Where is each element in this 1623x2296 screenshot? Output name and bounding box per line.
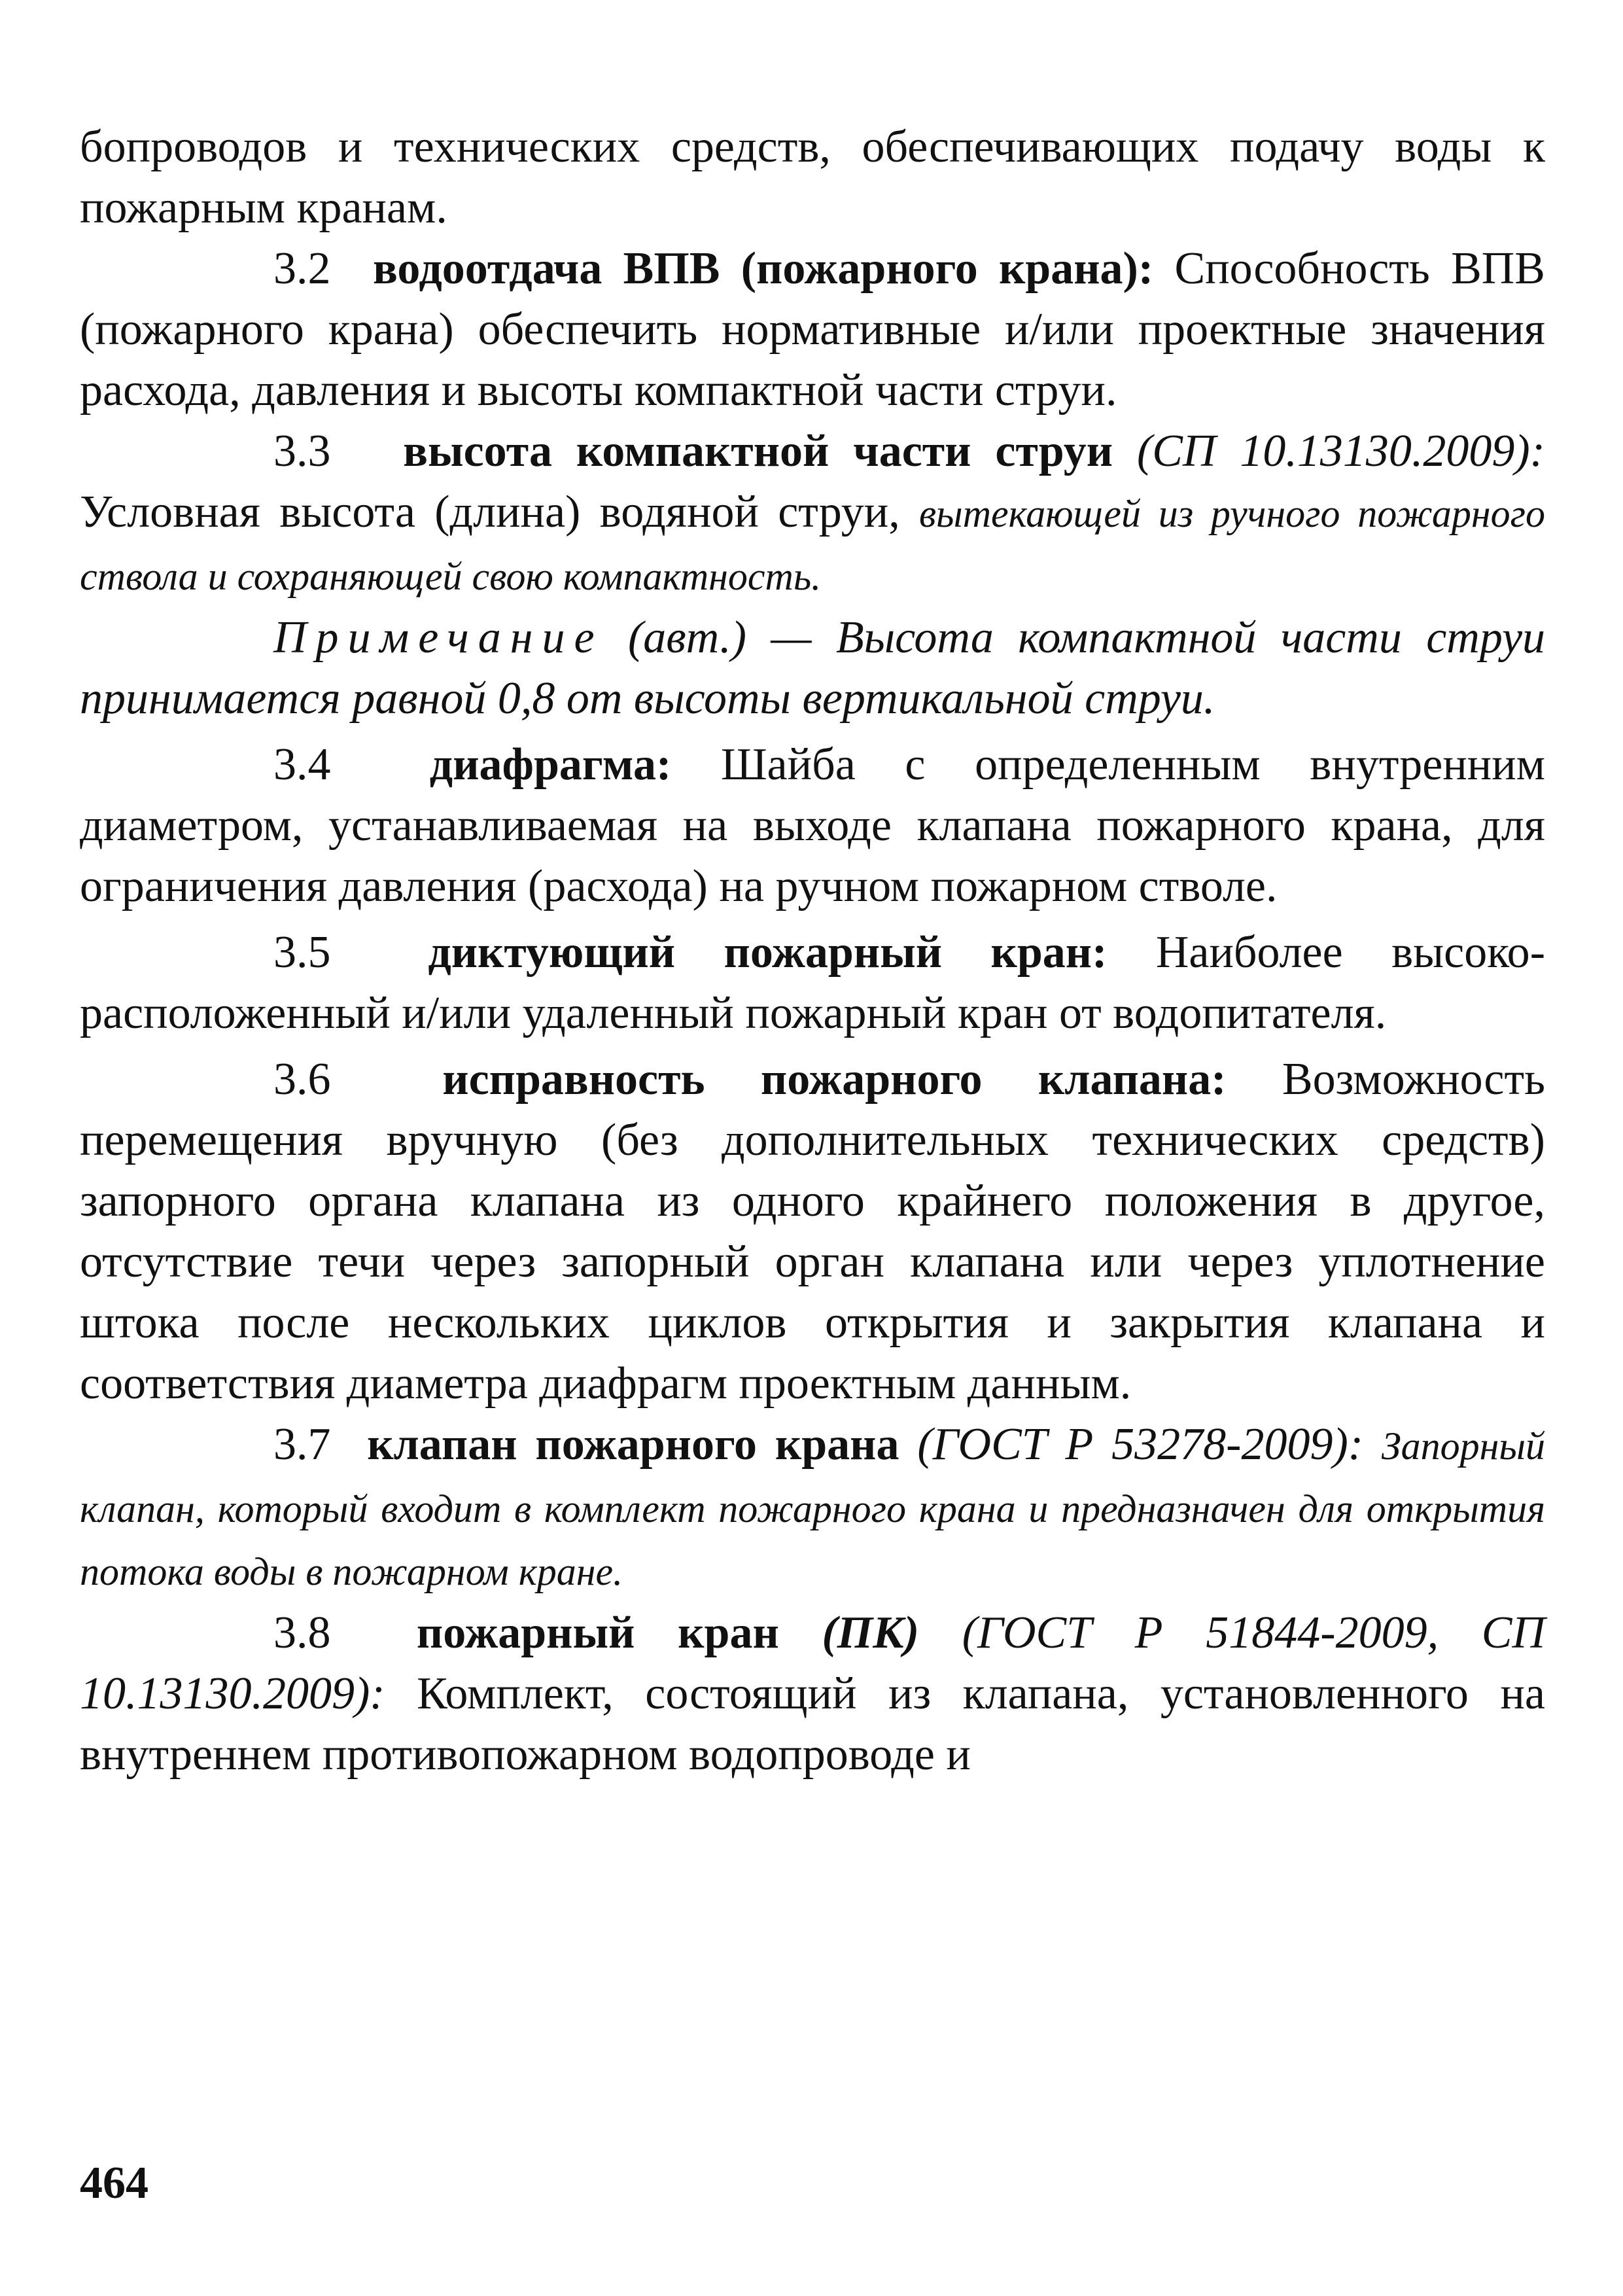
note-text: — Высота компактной части струи принимается равной 0,8 от высоты вертикальной струи. [80,612,1546,724]
entry-number: 3.3 [273,426,331,476]
definition-entry-3-8 [80,1602,1545,1785]
entry-term: диктующий пожарный кран: [428,927,1108,978]
entry-term: клапан пожарного крана [367,1419,899,1470]
entry-term: высота компактной части струи [403,426,1113,476]
definition-entry-3-3 [80,421,1545,607]
entry-term: пожарный кран [416,1608,779,1658]
definition-entry-3-5 [80,922,1545,1044]
entry-number: 3.7 [273,1419,331,1470]
entry-number: 3.8 [273,1608,331,1658]
entry-number: 3.2 [273,243,331,294]
entry-number: 3.5 [273,927,331,978]
note-source: (авт.) [627,612,746,663]
entry-number: 3.4 [273,739,331,790]
entry-source: (ГОСТ Р 53278-2009): [917,1419,1364,1470]
entry-term: исправность пожарного клапана: [442,1054,1227,1104]
entry-definition: Способность ВПВ (пожарного крана) обеспечить нормативные и/или проектные значения расхода, давления и высоты компактной части струи. [80,243,1545,415]
definition-entry-3-7 [80,1414,1545,1602]
continued-paragraph [80,116,1545,238]
entry-term: диафрагма: [429,739,672,790]
note-paragraph [80,607,1545,729]
entry-definition: Условная высота (длина) водяной струи, [80,487,900,537]
entry-definition: Комплект, состоящий из клапана, установленного на внутреннем противопожарном водопроводе и [80,1669,1546,1780]
definition-entry-3-2 [80,238,1545,421]
entry-source: (СП 10.13130.2009): [1136,426,1545,476]
entry-term-abbreviation: (ПК) [822,1608,920,1658]
entry-definition: Шайба с определенным внутренним диаметром, устанавливаемая на выходе клапана пожарного крана, для ограничения давления (расхода) на ручном пожарном стволе. [80,739,1546,911]
page-body [80,116,1545,1785]
note-label: Примечание [273,612,604,663]
continued-paragraph-text: бопроводов и технических средств, обеспечивающих подачу воды к пожарным кранам. [80,122,1545,233]
entry-definition-italic: вытекающей из ручного пожарного ствола и сохраняющей свою компактность. [80,492,1545,598]
entry-number: 3.6 [273,1054,331,1104]
definition-entry-3-6 [80,1049,1545,1414]
definition-entry-3-4 [80,734,1545,917]
entry-source: (ГОСТ Р 51844-2009, СП 10.13130.2009): [80,1608,1546,1719]
entry-definition: Возможность перемещения вручную (без дополнительных технических средств) запорного органа клапана из одного крайнего положения в другое, отсутствие течи через запорный орган клапана или через уплотнение штока после нескольких циклов открытия и закрытия клапана и соответствия диаметра диафрагм проектным данным. [80,1054,1546,1409]
entry-definition: Наиболее высокорасположенный и/или удаленный пожарный кран от водопитателя. [80,927,1545,1038]
entry-term: водоотдача ВПВ (пожарного крана): [373,243,1154,294]
entry-definition-italic: Запорный клапан, который входит в комплект пожарного крана и предназначен для открытия потока воды в пожарном кране. [80,1424,1546,1593]
page-number: 464 [80,2158,148,2208]
